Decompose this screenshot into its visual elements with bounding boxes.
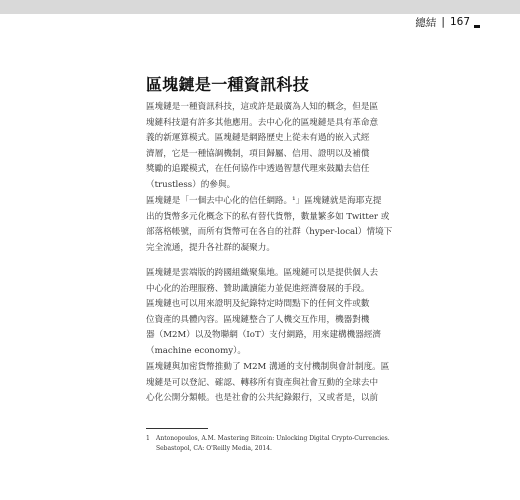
text-line: 區塊鏈是雲端版的跨國組織聚集地。區塊鏈可以是提供個人去 bbox=[146, 268, 379, 278]
text-line: 部落格帳號，而所有貨幣可在各自的社群（hyper-local）情境下 bbox=[146, 227, 393, 238]
text-line: （machine economy）。 bbox=[146, 345, 246, 356]
page-title: 區塊鏈是一種資訊科技 bbox=[146, 75, 310, 94]
running-head-separator: | bbox=[441, 16, 445, 28]
text-line: 區塊鏈是「一個去中心化的信任網路。¹」區塊鏈就是海耶克提 bbox=[146, 196, 382, 206]
text-line: 塊鏈科技還有許多其他應用。去中心化的區塊鏈是具有革命意 bbox=[146, 117, 379, 128]
text-line: 濟層，它是一種協調機制，項目歸屬、信用、證明以及補償 bbox=[146, 148, 370, 159]
footnote-number: 1 bbox=[146, 435, 150, 442]
text-line: （trustless）的參與。 bbox=[146, 179, 236, 190]
text-line: 完全流通，提升各社群的凝聚力。 bbox=[146, 242, 275, 253]
page-number: 167 bbox=[449, 16, 470, 28]
text-line: 器（M2M）以及物聯網（IoT）支付網路，用來建構機器經濟 bbox=[146, 330, 382, 341]
text-line: 區塊鏈與加密貨幣推動了 M2M 溝通的支付機制與會計制度。區 bbox=[146, 362, 390, 372]
text-line: 義的新運算模式。區塊鏈是網路歷史上從未有過的嵌入式經 bbox=[146, 133, 370, 144]
top-margin-bar bbox=[0, 0, 520, 14]
text-line: 塊鏈是可以登記、確認、轉移所有資產與社會互動的全球去中 bbox=[146, 377, 379, 388]
text-line: 區塊鏈是一種資訊科技，這或許是最廣為人知的概念，但是區 bbox=[146, 102, 379, 112]
text-line: 心化公開分類帳。也是社會的公共紀錄銀行，又或者是，以前 bbox=[146, 393, 379, 404]
running-head bbox=[415, 14, 480, 30]
paragraph-3 bbox=[146, 266, 386, 360]
footnote-line: Antonopoulos, A.M. Mastering Bitcoin: Unlocking Digital Crypto-Currencies. bbox=[156, 435, 390, 442]
text-line: 出的貨幣多元化概念下的私有替代貨幣，數量繁多如 Twitter 或 bbox=[146, 211, 390, 222]
section-name: 總結 bbox=[415, 16, 437, 29]
text-line: 位資產的具體內容。區塊鏈整合了人機交互作用，機器對機 bbox=[146, 314, 370, 325]
footnote-line: Sebastopol, CA: O'Reilly Media, 2014. bbox=[156, 445, 272, 452]
text-line: 區塊鏈也可以用來證明及紀錄特定時間點下的任何文件或數 bbox=[146, 299, 370, 310]
text-line: 獎勵的追蹤模式，在任何協作中透過智慧代理來鼓勵去信任 bbox=[146, 164, 370, 175]
paragraph-1 bbox=[146, 100, 386, 194]
paragraph-4 bbox=[146, 360, 390, 407]
paragraph-2 bbox=[146, 194, 393, 256]
text-line: 中心化的治理服務、贊助識讀能力並促進經濟發展的手段。 bbox=[146, 283, 370, 294]
footnote-rule bbox=[146, 428, 208, 429]
page-marker bbox=[474, 25, 480, 28]
